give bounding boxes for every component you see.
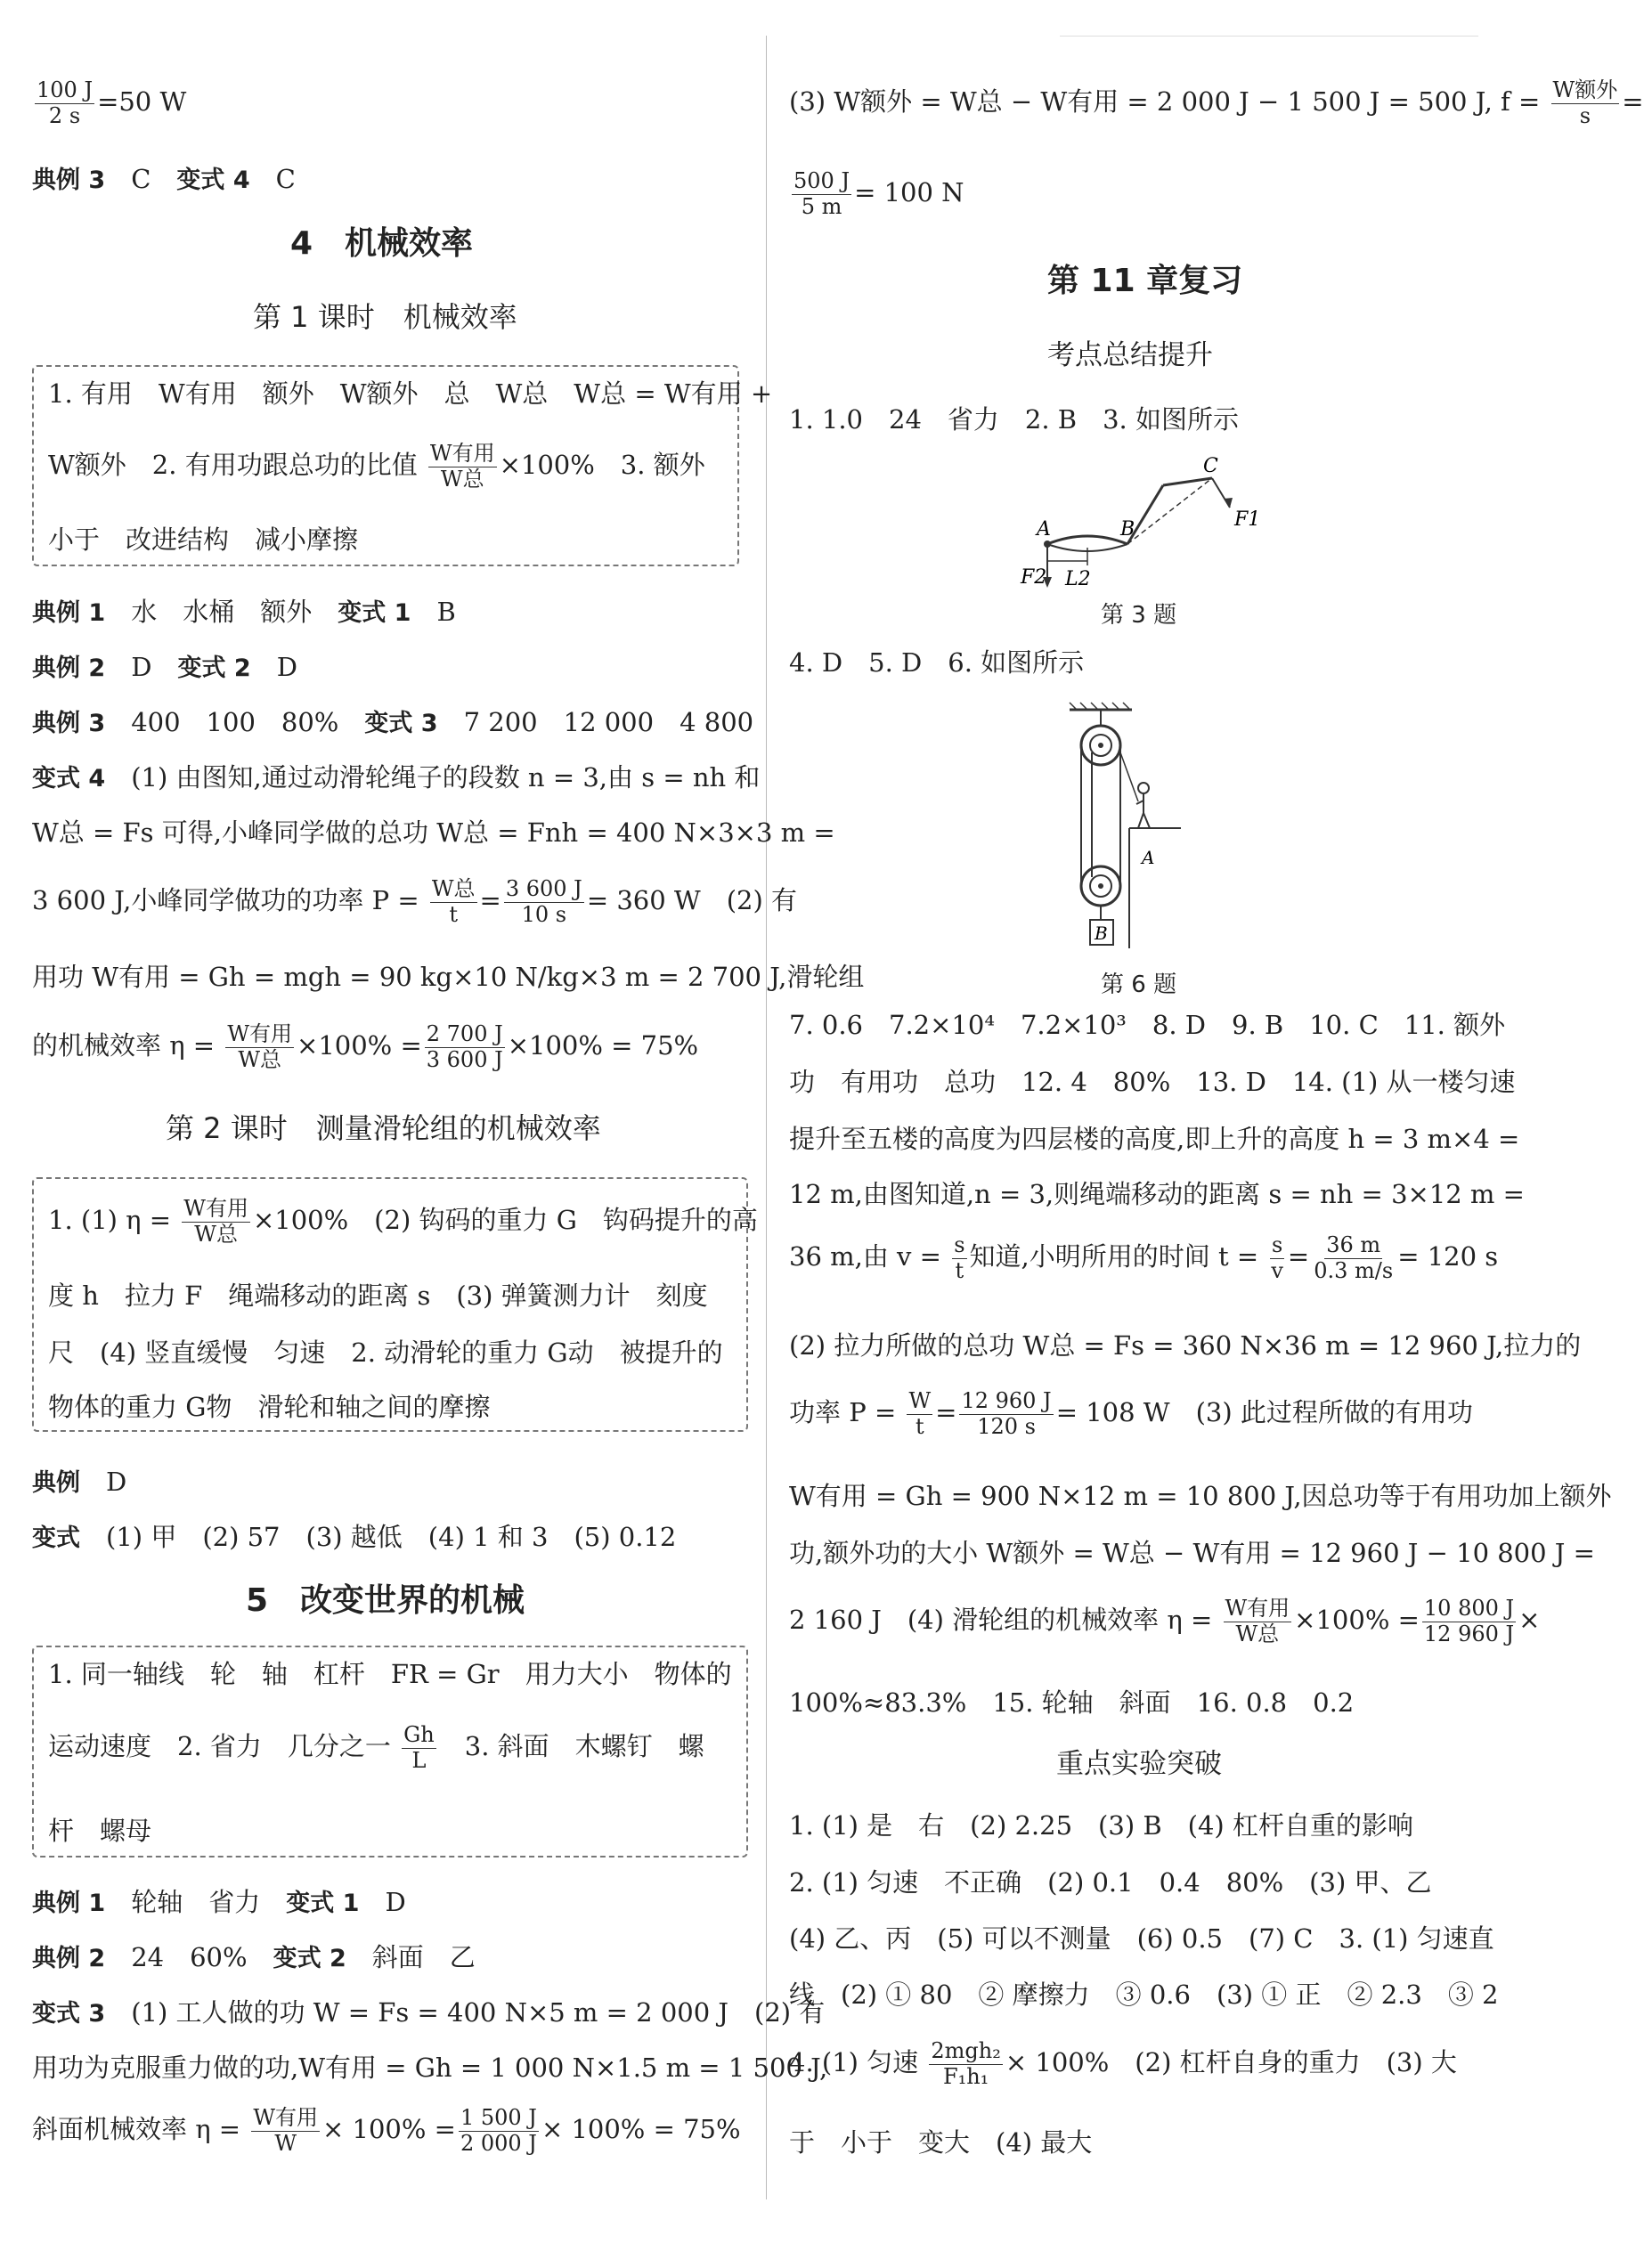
- fraction: $\frac{500 J}{5 m}$: [794, 168, 850, 219]
- fraction: $\frac{\text{W有用}}{\text{W总}}$: [227, 1021, 293, 1072]
- answer-line: W总 = Fs 可得,小峰同学做的总功 W总 = Fnh = 400 N×3×3 m =: [32, 817, 835, 848]
- answer-line: $\frac{500 J}{5 m}$ = 100 N: [794, 168, 964, 219]
- fraction: $\frac{3 600 J}{10 s}$: [505, 876, 582, 927]
- label-b: B: [1095, 923, 1108, 944]
- lesson-title: 第 1 课时 机械效率: [253, 300, 517, 334]
- answer-line: 2 160 J (4) 滑轮组的机械效率 η = $\frac{\text{W有用}}{\text{W总}}$ ×100% = $\frac{10 800 J}{12 960 J}$ ×: [789, 1596, 1541, 1646]
- box-line: 尺 (4) 竖直缓慢 匀速 2. 动滑轮的重力 G动 被提升的: [48, 1337, 723, 1368]
- box-line: 杆 螺母: [48, 1816, 152, 1846]
- fraction: $\frac{\text{W额外}}{s}$: [1552, 77, 1618, 128]
- answer-line: 斜面机械效率 η = $\frac{\text{W有用}}{W}$ × 100% = $\frac{1 500 J}{2 000 J}$ × 100% = 75%: [32, 2105, 741, 2156]
- answer-line: 3 600 J,小峰同学做功的功率 P = $\frac{\text{W总}}{t}$ = $\frac{3 600 J}{10 s}$ = 360 W (2) 有: [32, 876, 798, 927]
- force-arm-line: [1127, 478, 1212, 544]
- box-line: 度 h 拉力 F 绳端移动的距离 s (3) 弹簧测力计 刻度: [48, 1280, 708, 1311]
- answer-line: 用功为克服重力做的功,W有用 = Gh = 1 000 N×1.5 m = 1 500 J,: [32, 2053, 828, 2083]
- answer-line: (2) 拉力所做的总功 W总 = Fs = 360 N×36 m = 12 960 J,拉力的: [789, 1330, 1582, 1361]
- lever-figure: [1021, 455, 1288, 592]
- lever-arm: [1163, 478, 1212, 485]
- label-f1: F1: [1234, 508, 1261, 531]
- box-line: 1. 同一轴线 轮 轴 杠杆 FR = Gr 用力大小 物体的: [48, 1659, 732, 1689]
- label-f2: F2: [1021, 566, 1047, 589]
- answer-line: 100%≈83.3% 15. 轮轴 斜面 16. 0.8 0.2: [789, 1687, 1355, 1718]
- point-a: [1044, 541, 1051, 548]
- label-c: C: [1203, 455, 1218, 477]
- fraction: $\frac{1 500 J}{2 000 J}$: [460, 2105, 537, 2156]
- person-head: [1138, 783, 1149, 793]
- fraction: $\frac{36 m}{0.3 m/s}$: [1314, 1232, 1394, 1283]
- answer-line: (3) W额外 = W总 − W有用 = 2 000 J − 1 500 J = 500 J, f = $\frac{\text{W额外}}{s}$ =: [789, 77, 1644, 128]
- answer-line: 变式 (1) 甲 (2) 57 (3) 越低 (4) 1 和 3 (5) 0.12: [32, 1522, 677, 1552]
- fraction: $\frac{10 800 J}{12 960 J}$: [1423, 1596, 1515, 1646]
- fraction: $\frac{2 700 J}{3 600 J}$: [426, 1021, 503, 1072]
- fraction: $\frac{s}{t}$: [954, 1232, 965, 1283]
- answer-line: 典例 2 24 60% 变式 2 斜面 乙: [32, 1942, 476, 1972]
- section-title: 5 改变世界的机械: [246, 1582, 525, 1619]
- answer-line: 功 有用功 总功 12. 4 80% 13. D 14. (1) 从一楼匀速: [789, 1067, 1516, 1097]
- answer-line: 36 m,由 v = $\frac{s}{t}$ 知道,小明所用的时间 t = $\frac{s}{v}$ = $\frac{36 m}{0.3 m/s}$ = 120 s: [789, 1232, 1499, 1283]
- answer-line: 典例 D: [32, 1467, 127, 1497]
- answer-line: 典例 3 C 变式 4 C: [32, 164, 296, 194]
- chapter-title: 第 11 章复习: [1047, 263, 1243, 299]
- box-line: 1. 有用 W有用 额外 W额外 总 W总 W总 = W有用 +: [48, 378, 773, 409]
- answer-line: 典例 1 水 水桶 额外 变式 1 B: [32, 597, 456, 627]
- label-a: A: [1037, 518, 1051, 541]
- fraction: $\frac{\text{W有用}}{W}$: [253, 2105, 319, 2156]
- pulley-figure: [1056, 699, 1199, 957]
- answer-line: 4. D 5. D 6. 如图所示: [789, 647, 1085, 678]
- box-line: 运动速度 2. 省力 几分之一 $\frac{Gh}{L}$ 3. 斜面 木螺钉 螺: [48, 1722, 704, 1773]
- answer-line: 功,额外功的大小 W额外 = W总 − W有用 = 12 960 J − 10 800 J =: [789, 1538, 1595, 1568]
- fraction: $\frac{12 960 J}{120 s}$: [961, 1388, 1052, 1439]
- answer-line: 典例 2 D 变式 2 D: [32, 652, 297, 682]
- figure-caption: 第 3 题: [1101, 602, 1177, 629]
- answer-line: 典例 1 轮轴 省力 变式 1 D: [32, 1887, 406, 1917]
- box-line: 物体的重力 G物 滑轮和轴之间的摩擦: [48, 1392, 491, 1422]
- answer-line: 1. (1) 是 右 (2) 2.25 (3) B (4) 杠杆自重的影响: [789, 1810, 1413, 1841]
- answer-line: 12 m,由图知道,n = 3,则绳端移动的距离 s = nh = 3×12 m =: [789, 1179, 1525, 1209]
- answer-line: $\frac{100 J}{2 s}$ =50 W: [37, 77, 187, 128]
- answer-line: 功率 P = $\frac{W}{t}$ = $\frac{12 960 J}{120 s}$ = 108 W (3) 此过程所做的有用功: [789, 1388, 1473, 1439]
- answer-line: 提升至五楼的高度为四层楼的高度,即上升的高度 h = 3 m×4 =: [789, 1124, 1520, 1154]
- answer-line: (4) 乙、丙 (5) 可以不测量 (6) 0.5 (7) C 3. (1) 匀速直: [789, 1923, 1494, 1954]
- answer-line: 1. 1.0 24 省力 2. B 3. 如图所示: [789, 404, 1239, 435]
- box-line: 1. (1) η = $\frac{\text{W有用}}{\text{W总}}$ ×100% (2) 钩码的重力 G 钩码提升的高: [48, 1196, 758, 1247]
- lesson-title: 第 2 课时 测量滑轮组的机械效率: [166, 1111, 601, 1145]
- answer-line: 变式 3 (1) 工人做的功 W = Fs = 400 N×5 m = 2 000 J (2) 有: [32, 1997, 826, 2028]
- answer-line: 的机械效率 η = $\frac{\text{W有用}}{\text{W总}}$ ×100% = $\frac{2 700 J}{3 600 J}$ ×100% = 75%: [32, 1021, 699, 1072]
- box-line: 小于 改进结构 减小摩擦: [48, 524, 359, 555]
- answer-line: 4. (1) 匀速 $\frac{\text{2mgh₂}}{\text{F₁h₁}}$ × 100% (2) 杠杆自身的重力 (3) 大: [789, 2038, 1457, 2089]
- fraction: $\frac{\text{W总}}{t}$: [431, 876, 476, 927]
- answer-line: 典例 3 400 100 80% 变式 3 7 200 12 000 4 800: [32, 707, 754, 737]
- fraction: $\frac{\text{W有用}}{\text{W总}}$: [429, 441, 495, 492]
- fraction: $\frac{100 J}{2 s}$: [37, 77, 94, 128]
- subsection-title: 重点实验突破: [1056, 1748, 1222, 1780]
- section-title: 4 机械效率: [290, 225, 474, 262]
- answer-line: 7. 0.6 7.2×10⁴ 7.2×10³ 8. D 9. B 10. C 11. 额外: [789, 1010, 1506, 1040]
- answer-line: 变式 4 (1) 由图知,通过动滑轮绳子的段数 n = 3,由 s = nh 和: [32, 762, 761, 793]
- label-l2: L2: [1065, 568, 1091, 590]
- lever-arm: [1047, 536, 1127, 544]
- top-rule: [1060, 36, 1478, 37]
- fraction: $\frac{s}{v}$: [1271, 1232, 1283, 1283]
- answer-line: 线 (2) ① 80 ② 摩擦力 ③ 0.6 (3) ① 正 ② 2.3 ③ 2: [789, 1979, 1499, 2010]
- fraction: $\frac{\text{W有用}}{\text{W总}}$: [183, 1196, 248, 1247]
- fraction: $\frac{Gh}{L}$: [403, 1722, 435, 1773]
- answer-line: W有用 = Gh = 900 N×12 m = 10 800 J,因总功等于有用功加上额外: [789, 1481, 1612, 1511]
- answer-line: 用功 W有用 = Gh = mgh = 90 kg×10 N/kg×3 m = 2 700 J,滑轮组: [32, 962, 865, 992]
- label-a: A: [1142, 847, 1155, 868]
- figure-caption: 第 6 题: [1101, 971, 1177, 998]
- answer-line: 于 小于 变大 (4) 最大: [789, 2127, 1093, 2158]
- fraction: $\frac{W}{t}$: [908, 1388, 932, 1439]
- box-line: W额外 2. 有用功跟总功的比值 $\frac{\text{W有用}}{\text{W总}}$ ×100% 3. 额外: [48, 441, 705, 492]
- column-divider: [766, 36, 767, 2199]
- subsection-title: 考点总结提升: [1047, 339, 1213, 371]
- rope: [1120, 752, 1138, 801]
- label-b: B: [1120, 518, 1135, 541]
- fraction: $\frac{\text{2mgh₂}}{\text{F₁h₁}}$: [931, 2038, 1001, 2089]
- fraction: $\frac{\text{W有用}}{\text{W总}}$: [1225, 1596, 1290, 1646]
- answer-line: 2. (1) 匀速 不正确 (2) 0.1 0.4 80% (3) 甲、乙: [789, 1867, 1432, 1898]
